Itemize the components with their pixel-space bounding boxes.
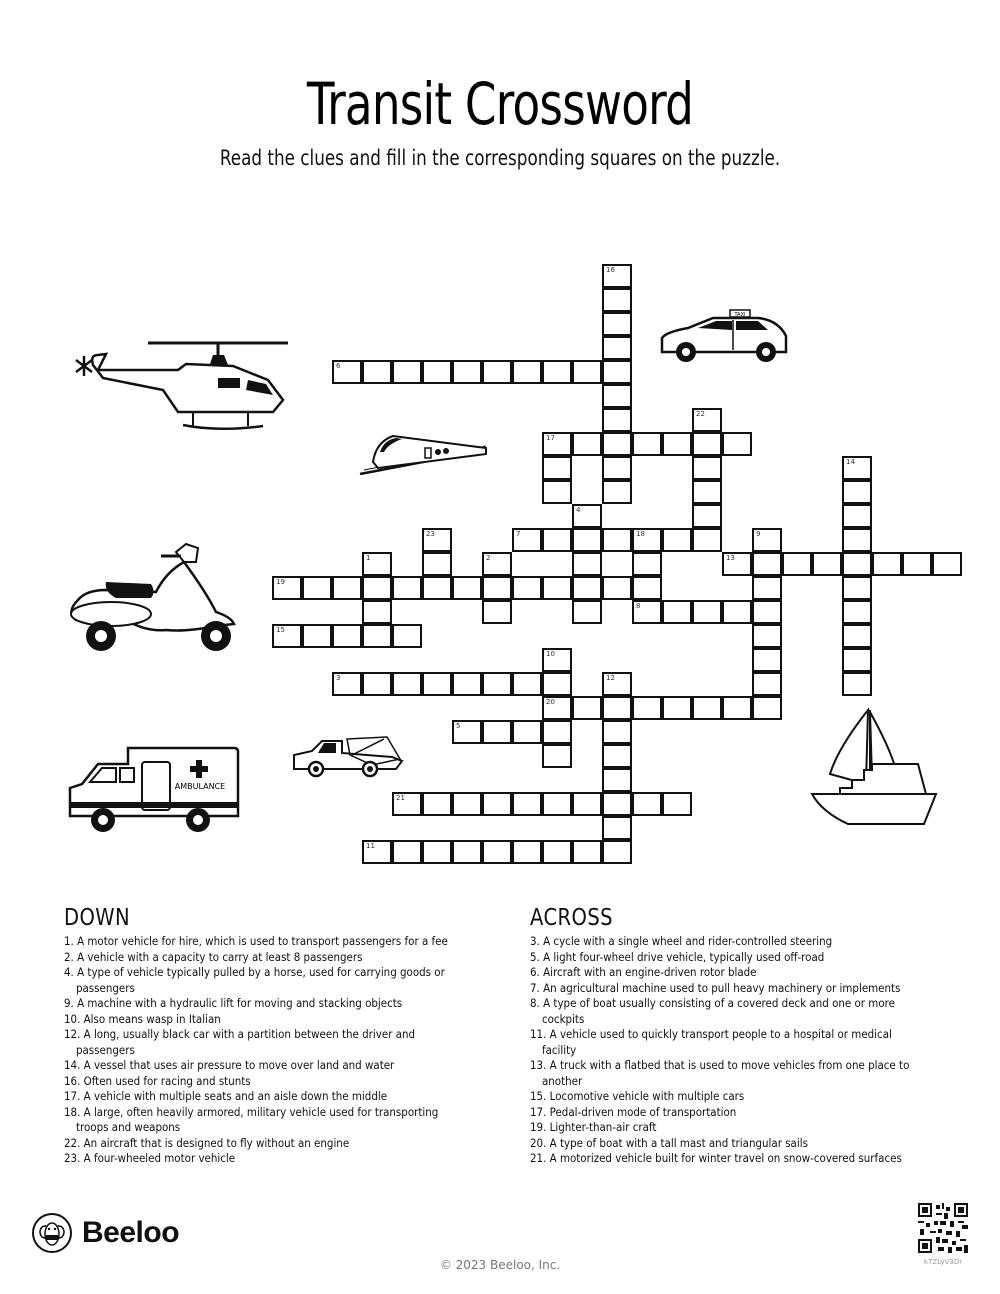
svg-text:AMBULANCE: AMBULANCE (174, 782, 226, 791)
crossword-cell[interactable] (572, 576, 602, 600)
crossword-cell[interactable] (602, 840, 632, 864)
crossword-cell[interactable] (422, 528, 452, 552)
crossword-cell[interactable] (602, 360, 632, 384)
crossword-cell[interactable] (632, 432, 662, 456)
across-clue: 6. Aircraft with an engine-driven rotor blade (530, 966, 757, 979)
scooter-icon (66, 542, 241, 657)
crossword-cell[interactable] (842, 552, 872, 576)
crossword-cell[interactable] (722, 552, 752, 576)
crossword-cell[interactable] (542, 648, 572, 672)
crossword-cell[interactable] (542, 528, 572, 552)
crossword-cell[interactable] (482, 672, 512, 696)
across-clue: 20. A type of boat with a tall mast and triangular sails (530, 1136, 808, 1150)
crossword-cell[interactable] (602, 816, 632, 840)
clue-number: 1 (366, 554, 371, 562)
across-clue: 8. A type of boat usually consisting of a covered deck and one or more cockpits (530, 997, 895, 1026)
crossword-cell[interactable] (662, 696, 692, 720)
clue-number: 19 (276, 578, 285, 586)
crossword-cell[interactable] (602, 528, 632, 552)
crossword-cell[interactable] (542, 744, 572, 768)
qr-code-icon (918, 1203, 968, 1253)
crossword-cell[interactable] (542, 432, 572, 456)
crossword-cell[interactable] (752, 576, 782, 600)
crossword-cell[interactable] (482, 576, 512, 600)
crossword-cell[interactable] (602, 264, 632, 288)
clue-number: 23 (426, 530, 435, 538)
crossword-cell[interactable] (512, 528, 542, 552)
crossword-cell[interactable] (602, 384, 632, 408)
crossword-cell[interactable] (422, 672, 452, 696)
crossword-cell[interactable] (542, 792, 572, 816)
crossword-cell[interactable] (362, 672, 392, 696)
clue-number: 17 (546, 434, 555, 442)
crossword-cell[interactable] (512, 720, 542, 744)
crossword-cell[interactable] (722, 432, 752, 456)
across-clue: 19. Lighter-than-air craft (530, 1121, 657, 1134)
crossword-cell[interactable] (692, 456, 722, 480)
crossword-cell[interactable] (572, 792, 602, 816)
clue-number: 3 (336, 674, 341, 682)
down-clue: 9. A machine with a hydraulic lift for moving and stacking objects (64, 997, 403, 1010)
crossword-cell[interactable] (542, 360, 572, 384)
bee-icon (32, 1213, 72, 1253)
crossword-cell[interactable] (752, 600, 782, 624)
down-clue: 17. A vehicle with multiple seats and an aisle down the middle (64, 1090, 388, 1103)
crossword-cell[interactable] (392, 576, 422, 600)
crossword-cell[interactable] (452, 792, 482, 816)
crossword-cell[interactable] (602, 696, 632, 720)
crossword-cell[interactable] (392, 360, 422, 384)
crossword-cell[interactable] (572, 840, 602, 864)
clue-number: 7 (516, 530, 521, 538)
crossword-cell[interactable] (512, 792, 542, 816)
crossword-cell[interactable] (692, 480, 722, 504)
crossword-cell[interactable] (332, 672, 362, 696)
sailboat-icon (808, 708, 940, 828)
crossword-cell[interactable] (692, 696, 722, 720)
crossword-cell[interactable] (692, 600, 722, 624)
down-clue: 18. A large, often heavily armored, military vehicle used for transporting troops and weapons (64, 1105, 439, 1134)
clue-number: 2 (486, 554, 491, 562)
crossword-cell[interactable] (602, 792, 632, 816)
crossword-cell[interactable] (392, 624, 422, 648)
qr-code-id: k7ZLyV3Dr (923, 1258, 963, 1266)
crossword-cell[interactable] (422, 552, 452, 576)
crossword-cell[interactable] (362, 360, 392, 384)
crossword-cell[interactable] (392, 840, 422, 864)
crossword-cell[interactable] (602, 312, 632, 336)
crossword-cell[interactable] (722, 696, 752, 720)
crossword-cell[interactable] (542, 720, 572, 744)
across-clue: 7. An agricultural machine used to pull heavy machinery or implements (530, 981, 901, 995)
crossword-cell[interactable] (362, 552, 392, 576)
crossword-cell[interactable] (332, 360, 362, 384)
crossword-cell[interactable] (482, 552, 512, 576)
crossword-cell[interactable] (752, 624, 782, 648)
crossword-cell[interactable] (422, 840, 452, 864)
crossword-cell[interactable] (632, 576, 662, 600)
clue-number: 5 (456, 722, 461, 730)
page-title: Transit Crossword (306, 70, 694, 138)
crossword-cell[interactable] (272, 624, 302, 648)
svg-text:TAXI: TAXI (734, 312, 746, 318)
crossword-cell[interactable] (602, 576, 632, 600)
crossword-cell[interactable] (572, 504, 602, 528)
crossword-cell[interactable] (632, 792, 662, 816)
crossword-cell[interactable] (932, 552, 962, 576)
crossword-cell[interactable] (452, 840, 482, 864)
down-clue: 23. A four-wheeled motor vehicle (64, 1152, 236, 1165)
crossword-cell[interactable] (452, 576, 482, 600)
copyright: © 2023 Beeloo, Inc. (439, 1258, 561, 1272)
crossword-cell[interactable] (452, 360, 482, 384)
crossword-cell[interactable] (902, 552, 932, 576)
crossword-cell[interactable] (752, 528, 782, 552)
crossword-cell[interactable] (632, 600, 662, 624)
crossword-cell[interactable] (692, 408, 722, 432)
page-subtitle: Read the clues and fill in the corresponding squares on the puzzle. (219, 146, 781, 170)
crossword-cell[interactable] (542, 456, 572, 480)
crossword-cell[interactable] (512, 672, 542, 696)
crossword-cell[interactable] (272, 576, 302, 600)
helicopter-icon (68, 340, 293, 435)
crossword-cell[interactable] (572, 696, 602, 720)
crossword-cell[interactable] (542, 696, 572, 720)
crossword-cell[interactable] (692, 504, 722, 528)
down-clue: 4. A type of vehicle typically pulled by a horse, used for carrying goods or passengers (64, 966, 445, 995)
crossword-cell[interactable] (662, 792, 692, 816)
clue-number: 4 (576, 506, 581, 514)
train-icon (358, 430, 490, 475)
crossword-cell[interactable] (662, 432, 692, 456)
crossword-cell[interactable] (632, 696, 662, 720)
crossword-cell[interactable] (392, 672, 422, 696)
crossword-cell[interactable] (362, 840, 392, 864)
crossword-cell[interactable] (572, 528, 602, 552)
taxi-icon (658, 308, 788, 366)
crossword-cell[interactable] (332, 624, 362, 648)
clue-number: 20 (546, 698, 555, 706)
across-clue: 5. A light four-wheel drive vehicle, typically used off-road (530, 950, 825, 964)
crossword-cell[interactable] (752, 672, 782, 696)
crossword-cell[interactable] (842, 624, 872, 648)
crossword-cell[interactable] (842, 456, 872, 480)
crossword-cell[interactable] (752, 648, 782, 672)
down-clue: 1. A motor vehicle for hire, which is used to transport passengers for a fee (64, 935, 448, 948)
crossword-cell[interactable] (632, 552, 662, 576)
down-clue: 2. A vehicle with a capacity to carry at least 8 passengers (64, 950, 363, 964)
crossword-cell[interactable] (542, 480, 572, 504)
crossword-cell[interactable] (542, 576, 572, 600)
clue-number: 12 (606, 674, 615, 682)
crossword-cell[interactable] (542, 672, 572, 696)
crossword-cell[interactable] (662, 528, 692, 552)
clue-number: 9 (756, 530, 761, 538)
across-clue: 21. A motorized vehicle built for winter travel on snow-covered surfaces (530, 1152, 902, 1165)
crossword-cell[interactable] (752, 696, 782, 720)
crossword-cell[interactable] (602, 456, 632, 480)
crossword-cell[interactable] (452, 720, 482, 744)
crossword-cell[interactable] (572, 552, 602, 576)
crossword-cell[interactable] (662, 600, 692, 624)
across-clue: 13. A truck with a flatbed that is used to move vehicles from one place to another (530, 1059, 910, 1088)
crossword-cell[interactable] (752, 552, 782, 576)
crossword-cell[interactable] (482, 792, 512, 816)
crossword-cell[interactable] (392, 792, 422, 816)
crossword-cell[interactable] (422, 360, 452, 384)
across-clues (530, 905, 950, 1167)
crossword-cell[interactable] (572, 600, 602, 624)
clue-number: 10 (546, 650, 555, 658)
across-heading: ACROSS (530, 905, 614, 931)
crossword-cell[interactable] (812, 552, 842, 576)
brand-name: Beeloo (82, 1216, 180, 1249)
crossword-cell[interactable] (692, 432, 722, 456)
brand-logo (32, 1213, 179, 1253)
down-clue: 16. Often used for racing and stunts (64, 1074, 251, 1088)
crossword-cell[interactable] (842, 576, 872, 600)
crossword-cell[interactable] (512, 840, 542, 864)
clue-number: 14 (846, 458, 855, 466)
crossword-cell[interactable] (692, 528, 722, 552)
clue-number: 11 (366, 842, 375, 850)
crossword-cell[interactable] (422, 576, 452, 600)
crossword-cell[interactable] (302, 624, 332, 648)
crossword-cell[interactable] (842, 480, 872, 504)
crossword-cell[interactable] (782, 552, 812, 576)
clue-number: 21 (396, 794, 405, 802)
down-clues (64, 905, 484, 1167)
clue-number: 13 (726, 554, 735, 562)
crossword-cell[interactable] (362, 576, 392, 600)
crossword-cell[interactable] (302, 576, 332, 600)
crossword-cell[interactable] (362, 600, 392, 624)
crossword-cell[interactable] (572, 360, 602, 384)
clue-number: 8 (636, 602, 641, 610)
crossword-cell[interactable] (362, 624, 392, 648)
crossword-cell[interactable] (842, 600, 872, 624)
across-clue: 15. Locomotive vehicle with multiple cars (530, 1090, 745, 1103)
across-clue: 3. A cycle with a single wheel and rider-controlled steering (530, 935, 833, 948)
crossword-cell[interactable] (602, 408, 632, 432)
tow-truck-icon (292, 733, 407, 778)
crossword-cell[interactable] (602, 432, 632, 456)
crossword-cell[interactable] (842, 528, 872, 552)
across-clue: 11. A vehicle used to quickly transport people to a hospital or medical facility (530, 1028, 892, 1057)
crossword-cell[interactable] (602, 720, 632, 744)
crossword-cell[interactable] (512, 360, 542, 384)
clue-number: 16 (606, 266, 615, 274)
down-clue: 10. Also means wasp in Italian (64, 1012, 221, 1026)
crossword-cell[interactable] (842, 672, 872, 696)
ambulance-icon (68, 746, 240, 836)
crossword-cell[interactable] (842, 504, 872, 528)
clue-number: 18 (636, 530, 645, 538)
crossword-cell[interactable] (602, 744, 632, 768)
crossword-cell[interactable] (482, 840, 512, 864)
crossword-cell[interactable] (452, 672, 482, 696)
crossword-cell[interactable] (632, 528, 662, 552)
crossword-cell[interactable] (602, 768, 632, 792)
crossword-cell[interactable] (482, 720, 512, 744)
down-clue: 22. An aircraft that is designed to fly without an engine (64, 1136, 350, 1150)
crossword-cell[interactable] (482, 600, 512, 624)
crossword-cell[interactable] (602, 288, 632, 312)
crossword-cell[interactable] (842, 648, 872, 672)
down-clue: 12. A long, usually black car with a partition between the driver and passengers (64, 1028, 416, 1057)
crossword-cell[interactable] (482, 360, 512, 384)
crossword-cell[interactable] (722, 600, 752, 624)
crossword-cell[interactable] (602, 336, 632, 360)
clue-number: 22 (696, 410, 705, 418)
crossword-cell[interactable] (422, 792, 452, 816)
across-clue: 17. Pedal-driven mode of transportation (530, 1105, 737, 1119)
crossword-cell[interactable] (332, 576, 362, 600)
crossword-cell[interactable] (602, 672, 632, 696)
crossword-cell[interactable] (512, 576, 542, 600)
crossword-cell[interactable] (572, 432, 602, 456)
crossword-cell[interactable] (602, 480, 632, 504)
crossword-cell[interactable] (542, 840, 572, 864)
clue-number: 15 (276, 626, 285, 634)
down-heading: DOWN (64, 905, 131, 931)
clue-number: 6 (336, 362, 341, 370)
down-clue: 14. A vessel that uses air pressure to move over land and water (64, 1059, 395, 1072)
crossword-cell[interactable] (872, 552, 902, 576)
